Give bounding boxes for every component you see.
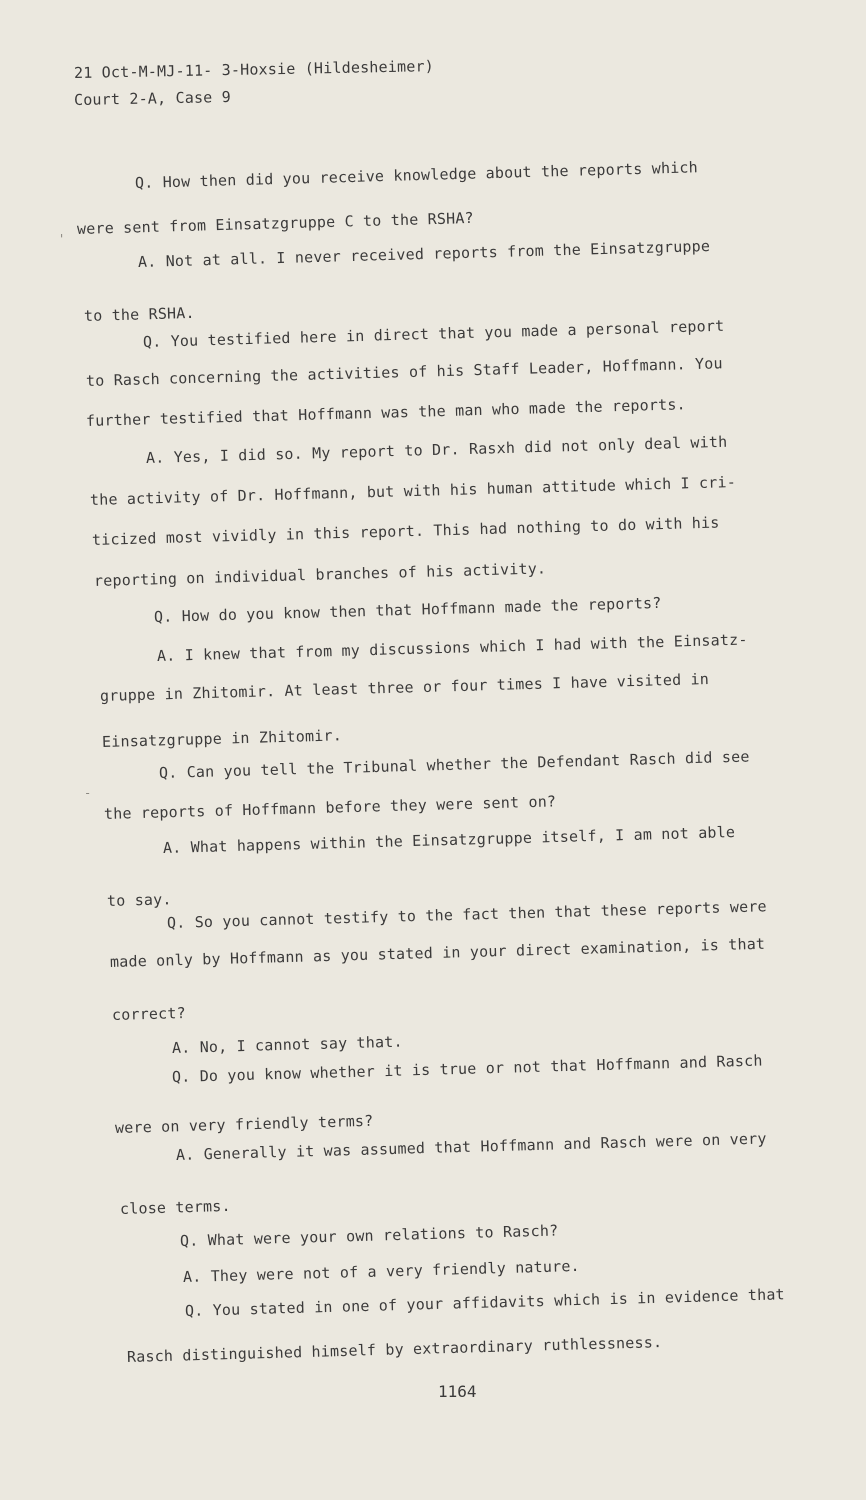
transcript-line: A. They were not of a very friendly nature.	[182, 1256, 581, 1286]
transcript-line: Q. So you cannot testify to the fact then that these reports were	[166, 897, 768, 932]
transcript-line: Q. Do you know whether it is true or not that Hoffmann and Rasch	[171, 1051, 763, 1086]
transcript-line: ticized most vividly in this report. This had nothing to do with his	[91, 513, 720, 549]
transcript-line: were sent from Einsatzgruppe C to the RSHA?	[76, 208, 475, 238]
transcript-line: A. Not at all. I never received reports from the Einsatzgruppe	[137, 237, 711, 271]
transcript-line: to Rasch concerning the activities of his Staff Leader, Hoffmann. You	[85, 354, 723, 390]
transcript-line: Q. How then did you receive knowledge about the reports which	[134, 158, 699, 192]
transcript-line: A. What happens within the Einsatzgruppe itself, I am not able	[162, 823, 736, 857]
transcript-line: correct?	[111, 1003, 187, 1024]
transcript-line: close terms.	[119, 1196, 231, 1218]
transcript-line: to the RSHA.	[83, 303, 195, 325]
transcript-line: were on very friendly terms?	[114, 1111, 374, 1137]
transcript-line: Q. You testified here in direct that you made a personal report	[142, 316, 725, 351]
transcript-line: Q. How do you know then that Hoffmann made the reports?	[153, 593, 662, 626]
transcript-line: gruppe in Zhitomir. At least three or four times I have visited in	[99, 669, 710, 705]
transcript-line: Q. Can you tell the Tribunal whether the Defendant Rasch did see	[158, 747, 750, 782]
page-number: 1164	[438, 1382, 477, 1401]
transcript-line: Q. What were your own relations to Rasch?	[179, 1221, 559, 1250]
header-court-line: Court 2-A, Case 9	[73, 87, 232, 109]
transcript-line: reporting on individual branches of his activity.	[93, 559, 547, 590]
transcript-line: made only by Hoffmann as you stated in your direct examination, is that	[109, 934, 766, 971]
margin-tick: '	[58, 232, 66, 246]
transcript-line: Einsatzgruppe in Zhitomir.	[101, 726, 343, 751]
transcript-line: A. I knew that from my discussions which I had with the Einsatz-	[156, 630, 748, 665]
margin-tick: -	[84, 786, 92, 800]
transcript-line: further testified that Hoffmann was the man who made the reports.	[85, 395, 687, 430]
transcript-line: A. Yes, I did so. My report to Dr. Rasxh did not only deal with	[145, 432, 728, 467]
transcript-line: Q. You stated in one of your affidavits which is in evidence that	[184, 1285, 786, 1320]
transcript-line: A. No, I cannot say that.	[171, 1032, 403, 1057]
transcript-line: the activity of Dr. Hoffmann, but with his human attitude which I cri-	[89, 472, 737, 509]
transcript-line: the reports of Hoffmann before they were sent on?	[103, 792, 557, 823]
transcript-line: Rasch distinguished himself by extraordinary ruthlessness.	[126, 1333, 663, 1366]
transcript-line: A. Generally it was assumed that Hoffmann and Rasch were on very	[175, 1129, 767, 1164]
transcript-line: to say.	[106, 890, 172, 910]
header-case-line: 21 Oct-M-MJ-11- 3-Hoxsie (Hildesheimer)	[73, 57, 435, 82]
